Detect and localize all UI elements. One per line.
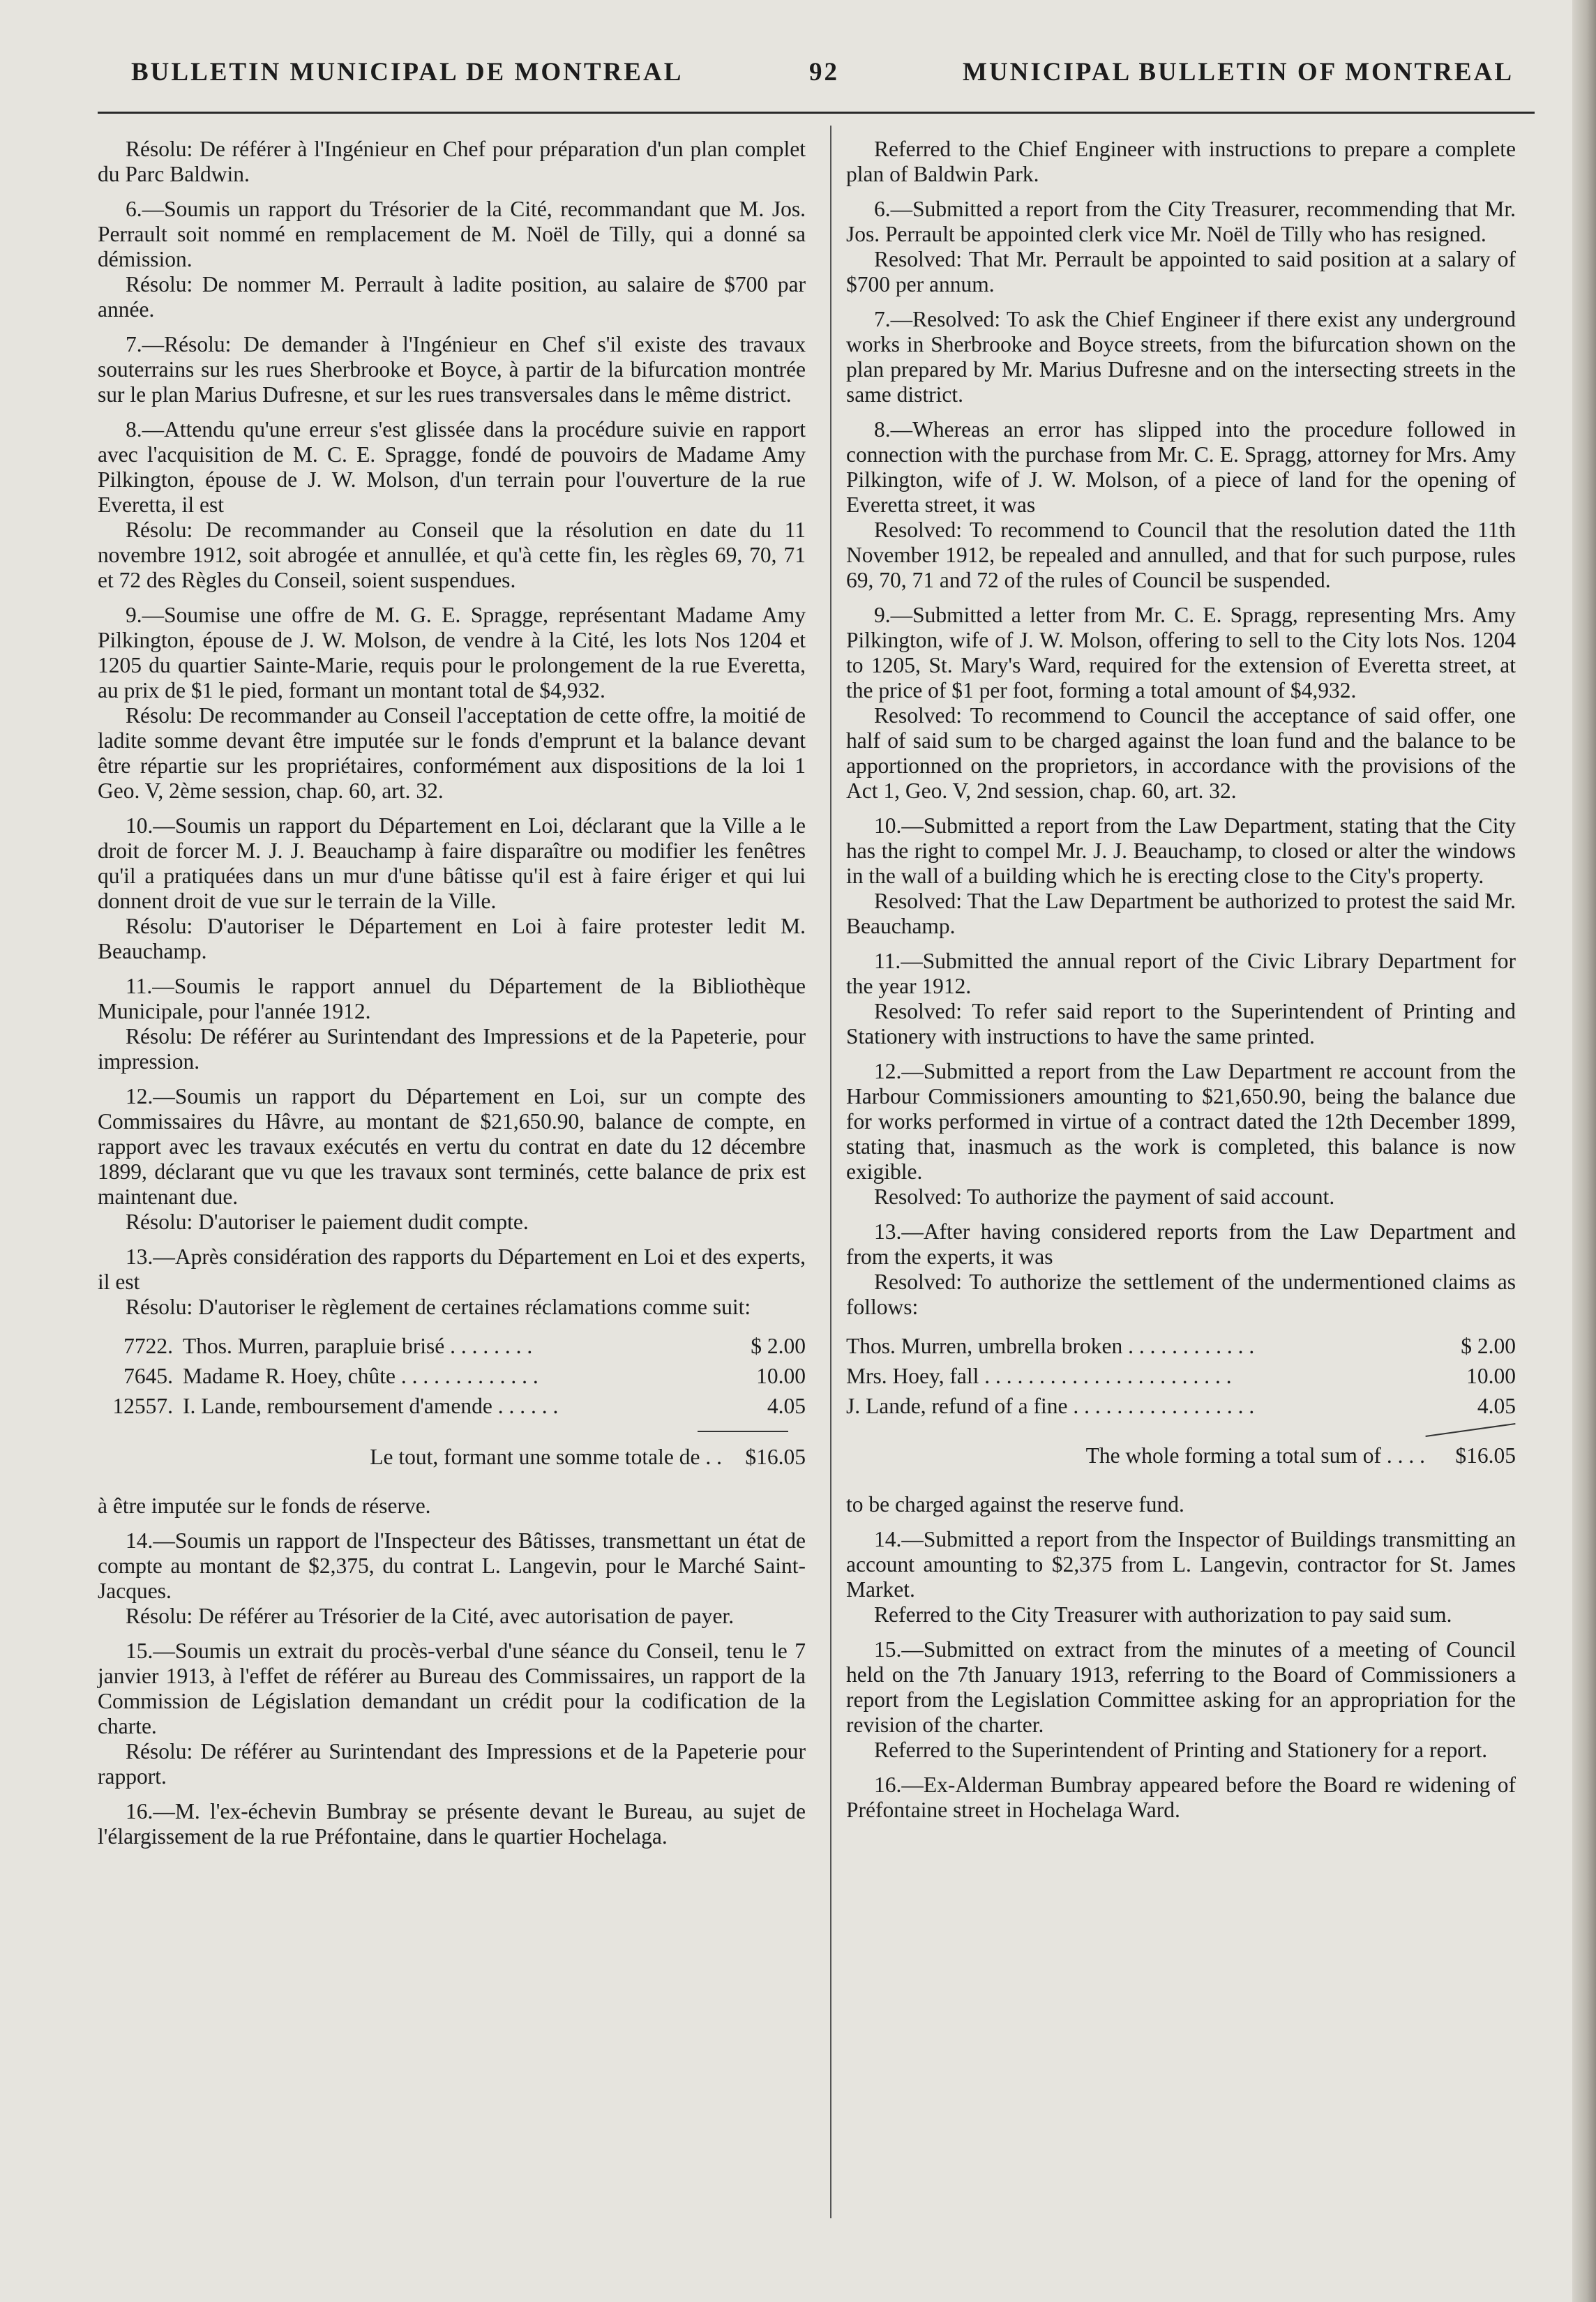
english-column [846,137,1516,1823]
claim-description: J. Lande, refund of a fine . . . . . . . . . . . . . . . . . [846,1394,1255,1418]
claims-table [846,1334,1516,1477]
paragraph: 11.—Submitted the annual report of the Civic Library Department for the year 1912. [846,949,1516,998]
claim-description: Mrs. Hoey, fall . . . . . . . . . . . . . . . . . . . . . . . [846,1364,1232,1388]
paragraph: Referred to the City Treasurer with authorization to pay said sum. [874,1602,1452,1627]
claim-row [98,1364,806,1394]
claim-description: Thos. Murren, umbrella broken . . . . . . . . . . . . [846,1334,1255,1358]
paragraph: à être imputée sur le fonds de réserve. [98,1494,431,1518]
paragraph: Resolved: To authorize the settlement of the undermentioned claims as follows: [846,1270,1516,1319]
paragraph: 6.—Soumis un rapport du Trésorier de la Cité, recommandant que M. Jos. Perrault soit nommé en remplacement de M. Noël de Tilly, qui a donné sa démission. [98,197,806,271]
page-header [98,57,1514,99]
paragraph: Résolu: D'autoriser le Département en Loi à faire protester ledit M. Beauchamp. [98,914,806,963]
paragraph: Resolved: To authorize the payment of said account. [874,1184,1335,1209]
paragraph: 16.—Ex-Alderman Bumbray appeared before the Board re widening of Préfontaine street in Hochelaga Ward. [846,1773,1516,1822]
paragraph: Referred to the Superintendent of Printing and Stationery for a report. [874,1738,1488,1762]
paragraph: 8.—Attendu qu'une erreur s'est glissée dans la procédure suivie en rapport avec l'acquisition de M. C. E. Spragge, fondé de pouvoirs de Madame Amy Pilkington, épouse de J. W. Molson, d'un terrain pour l'ouverture de la rue Everetta, il est [98,417,806,517]
claim-amount: 4.05 [1477,1394,1516,1418]
page-number: 92 [809,58,839,86]
total-label: Le tout, formant une somme totale de . . [370,1445,722,1469]
header-title-french: BULLETIN MUNICIPAL DE MONTREAL [131,58,684,86]
paragraph: Résolu: De nommer M. Perrault à ladite position, au salaire de $700 par année. [98,272,806,322]
paragraph: 6.—Submitted a report from the City Treasurer, recommending that Mr. Jos. Perrault be appointed clerk vice Mr. Noël de Tilly who has resigned. [846,197,1516,246]
total-amount: $16.05 [1455,1443,1516,1468]
paragraph: Résolu: De recommander au Conseil que la résolution en date du 11 novembre 1912, soit abrogée et annullée, et qu'à cette fin, les règles 69, 70, 71 et 72 des Règles du Conseil, soient suspendues. [98,518,806,592]
paragraph: Résolu: De recommander au Conseil l'acceptation de cette offre, la moitié de ladite somme devant être imputée sur le fonds d'emprunt et la balance devant être répartie sur les propriétaires, conformément aux dispositions de la loi 1 Geo. V, 2ème session, chap. 60, art. 32. [98,703,806,803]
paragraph: Resolved: To refer said report to the Superintendent of Printing and Stationery with instructions to have the same printed. [846,999,1516,1048]
paragraph: 13.—Après considération des rapports du Département en Loi et des experts, il est [98,1244,806,1294]
paragraph: 14.—Submitted a report from the Inspector of Buildings transmitting an account amounting to $2,375 from L. Langevin, contractor for St. James Market. [846,1527,1516,1602]
claim-description: Madame R. Hoey, chûte . . . . . . . . . . . . . [183,1364,539,1388]
claim-amount: 10.00 [756,1364,806,1388]
total-rule [1425,1423,1515,1437]
claim-description: Thos. Murren, parapluie brisé . . . . . . . . [183,1334,533,1358]
paragraph: Resolved: To recommend to Council the acceptance of said offer, one half of said sum to be charged against the loan fund and the balance to be apportionned on the proprietors, in accordance with the provisions of the Act 1, Geo. V, 2nd session, chap. 60, art. 32. [846,703,1516,803]
header-rule [98,112,1535,114]
paragraph: Résolu: De référer à l'Ingénieur en Chef pour préparation d'un plan complet du Parc Baldwin. [98,137,806,186]
claim-row [846,1334,1516,1364]
claim-description: I. Lande, remboursement d'amende . . . . . . [183,1394,559,1418]
paragraph: 14.—Soumis un rapport de l'Inspecteur des Bâtisses, transmettant un état de compte au montant de $2,375, du contrat L. Langevin, pour le Marché Saint-Jacques. [98,1528,806,1603]
paragraph: 11.—Soumis le rapport annuel du Département de la Bibliothèque Municipale, pour l'année 1912. [98,974,806,1023]
paragraph: Résolu: De référer au Trésorier de la Cité, avec autorisation de payer. [126,1604,735,1628]
total-amount: $16.05 [745,1445,806,1469]
paragraph: 8.—Whereas an error has slipped into the procedure followed in connection with the purchase from Mr. C. E. Spragg, attorney for Mrs. Amy Pilkington, wife of J. W. Molson, of a piece of land for the opening of Everetta street, it was [846,417,1516,517]
paragraph: 15.—Submitted on extract from the minutes of a meeting of Council held on the 7th January 1913, referring to the Board of Commissioners a report from the Legislation Committee asking for an appropriation for the revision of the charter. [846,1637,1516,1737]
paragraph: Résolu: De référer au Surintendant des Impressions et de la Papeterie pour rapport. [98,1739,806,1789]
claim-row [98,1394,806,1424]
paragraph: 9.—Soumise une offre de M. G. E. Spragge, représentant Madame Amy Pilkington, épouse de J. W. Molson, de vendre à la Cité, les lots Nos 1204 et 1205 du quartier Sainte-Marie, requis pour le prolongement de la rue Everetta, au prix de $1 le pied, formant un montant total de $4,932. [98,603,806,702]
paragraph: 9.—Submitted a letter from Mr. C. E. Spragg, representing Mrs. Amy Pilkington, wife of J. W. Molson, offering to sell to the City lots Nos. 1204 to 1205, St. Mary's Ward, required for the extension of Everetta street, at the price of $1 per foot, forming a total amount of $4,932. [846,603,1516,702]
paragraph: 10.—Submitted a report from the Law Department, stating that the City has the right to compel Mr. J. J. Beauchamp, to closed or alter the windows in the wall of a building which he is erecting close to the City's property. [846,813,1516,888]
column-divider [830,126,831,2218]
french-column [98,137,806,1849]
paragraph: Resolved: That the Law Department be authorized to protest the said Mr. Beauchamp. [846,889,1516,938]
paragraph: 7.—Résolu: De demander à l'Ingénieur en Chef s'il existe des travaux souterrains sur les rues Sherbrooke et Boyce, à partir de la bifurcation montrée sur le plan Marius Dufresne, et sur les rues transversales dans le même district. [98,332,806,407]
header-title-english: MUNICIPAL BULLETIN OF MONTREAL [963,58,1514,86]
paragraph: 16.—M. l'ex-échevin Bumbray se présente devant le Bureau, au sujet de l'élargissement de la rue Préfontaine, dans le quartier Hochelaga. [98,1799,806,1849]
claim-amount: $ 2.00 [1461,1334,1516,1358]
claim-number: 7722. [123,1334,173,1358]
paragraph: Résolu: D'autoriser le règlement de certaines réclamations comme suit: [126,1295,751,1319]
paragraph: Resolved: That Mr. Perrault be appointed to said position at a salary of $700 per annum. [846,247,1516,296]
paragraph: 12.—Submitted a report from the Law Department re account from the Harbour Commissioners amounting to $21,650.90, being the balance due for works performed in virtue of a contract dated the 12th December 1899, stating that, inasmuch as the work is completed, this balance is now exigible. [846,1059,1516,1184]
claim-number: 7645. [123,1364,173,1388]
claim-row [846,1364,1516,1394]
paragraph: 15.—Soumis un extrait du procès-verbal d'une séance du Conseil, tenu le 7 janvier 1913, à l'effet de référer au Bureau des Commissaires, un rapport de la Commission de Législation demandant un crédit pour la codification de la charte. [98,1639,806,1738]
paragraph: Referred to the Chief Engineer with instructions to prepare a complete plan of Baldwin Park. [846,137,1516,186]
paragraph: Résolu: D'autoriser le paiement dudit compte. [126,1210,529,1234]
paragraph: Résolu: De référer au Surintendant des Impressions et de la Papeterie, pour impression. [98,1024,806,1074]
paragraph: 13.—After having considered reports from the Law Department and from the experts, it was [846,1219,1516,1269]
paragraph: Resolved: To recommend to Council that the resolution dated the 11th November 1912, be repealed and annulled, and that for such purpose, rules 69, 70, 71 and 72 of the rules of Council be suspended. [846,518,1516,592]
claims-total-row [98,1445,806,1478]
claim-row [846,1394,1516,1424]
paragraph: 10.—Soumis un rapport du Département en Loi, déclarant que la Ville a le droit de forcer M. J. J. Beauchamp à faire disparaître ou modifier les fenêtres qu'il a pratiquées dans un mur d'une bâtisse qu'il est à faire ériger et qui lui donnent droit de vue sur le terrain de la Ville. [98,813,806,913]
claims-total-row [846,1443,1516,1477]
claim-amount: $ 2.00 [751,1334,806,1358]
claim-number: 12557. [112,1394,173,1418]
page-edge-shadow [1572,0,1596,2302]
total-label: The whole forming a total sum of . . . . [1085,1443,1425,1468]
claim-row [98,1334,806,1364]
paragraph: to be charged against the reserve fund. [846,1492,1184,1517]
total-rule [698,1431,788,1432]
claim-amount: 10.00 [1466,1364,1516,1388]
claims-table [98,1334,806,1478]
paragraph: 7.—Resolved: To ask the Chief Engineer if there exist any underground works in Sherbrooke and Boyce streets, from the bifurcation shown on the plan prepared by Mr. Marius Dufresne and on the intersecting streets in the same district. [846,307,1516,407]
claim-amount: 4.05 [767,1394,806,1418]
paragraph: 12.—Soumis un rapport du Département en Loi, sur un compte des Commissaires du Hâvre, au montant de $21,650.90, balance de compte, en rapport avec les travaux exécutés en vertu du contrat en date du 12 décembre 1899, déclarant que vu que les travaux sont terminés, cette balance de prix est maintenant due. [98,1084,806,1209]
